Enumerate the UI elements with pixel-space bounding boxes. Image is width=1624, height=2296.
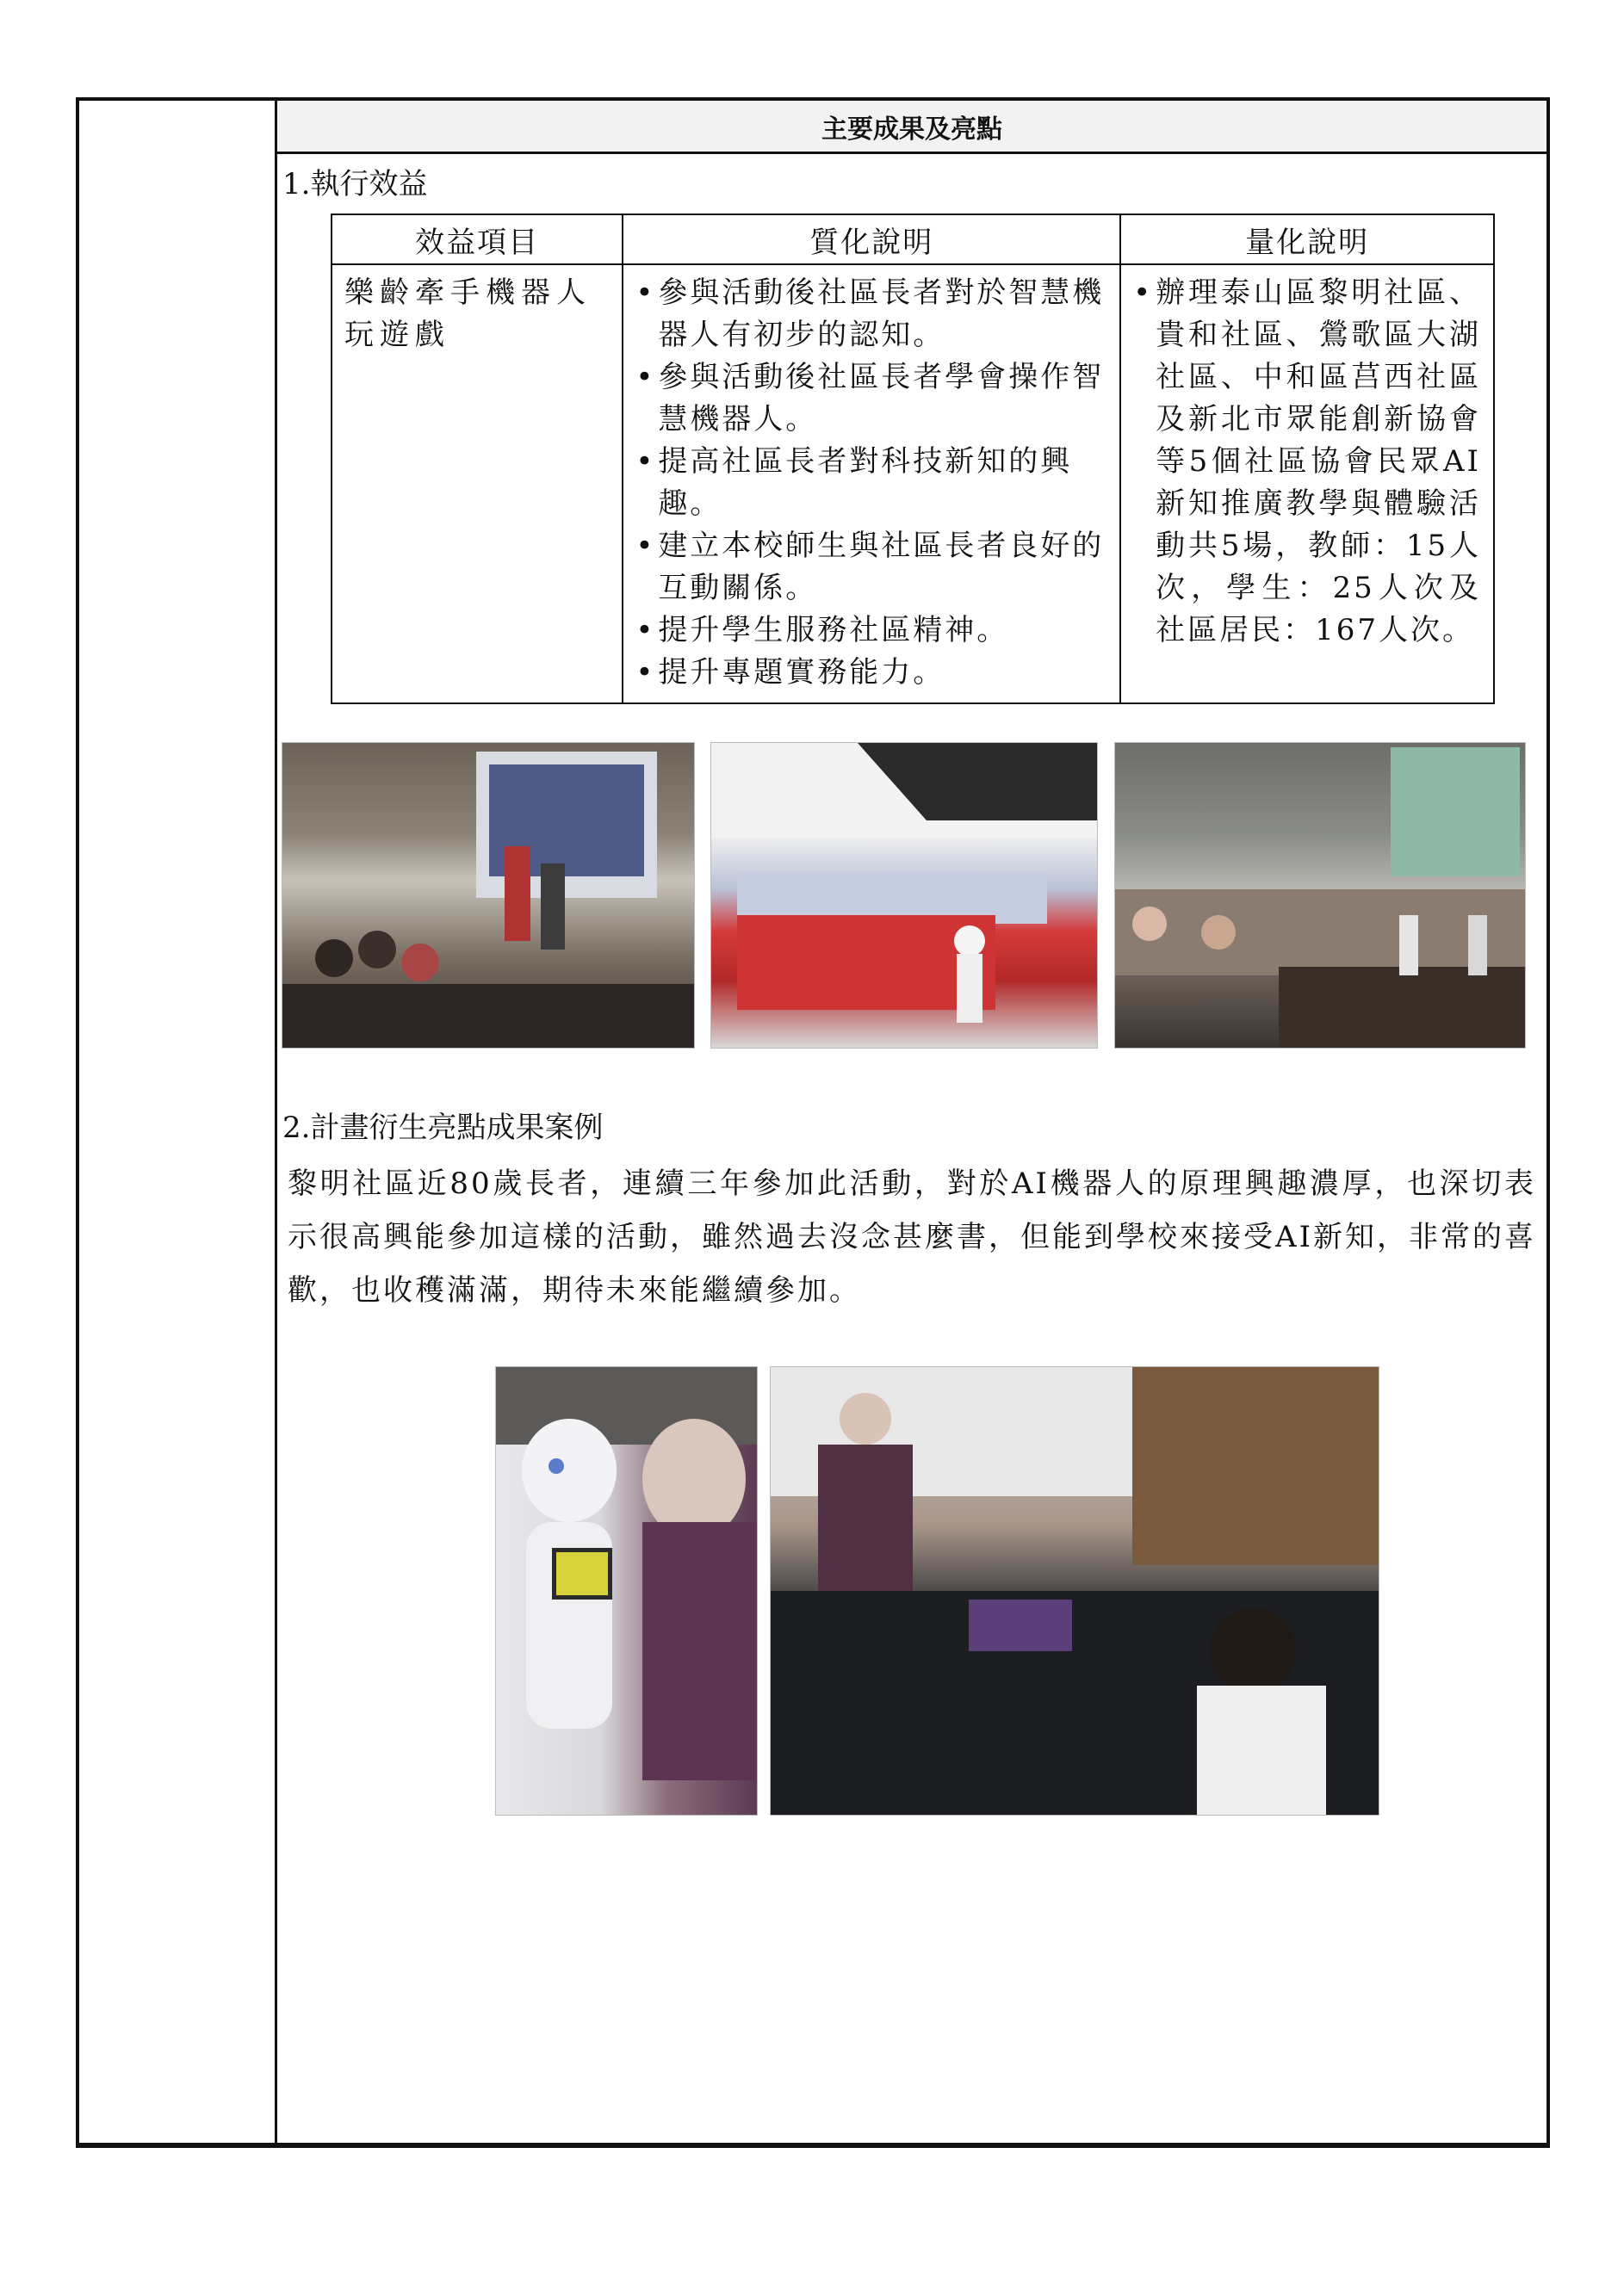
- benefit-item-cell: 樂齡牽手機器人玩遊戲: [332, 264, 623, 703]
- section1-title: 1.執行效益: [282, 167, 428, 201]
- section2-title: 2.計畫衍生亮點成果案例: [282, 1111, 604, 1145]
- photo-elder-with-pepper-robot: [495, 1366, 758, 1816]
- qualitative-cell: [623, 264, 1120, 703]
- quantitative-cell: [1120, 264, 1494, 703]
- qualitative-list: [635, 272, 1107, 694]
- photo-robot-battle-game: [770, 1366, 1379, 1816]
- bottom-border: [76, 2143, 1550, 2148]
- header-qualitative: 質化說明: [623, 214, 1120, 264]
- list-item: • 參與活動後社區長者對於智慧機器人有初步的認知。: [635, 272, 1107, 356]
- photo-group-with-robot: [710, 742, 1098, 1049]
- benefit-table: [331, 214, 1495, 704]
- list-item: • 提高社區長者對科技新知的興趣。: [635, 441, 1107, 525]
- header-item: 效益項目: [332, 214, 623, 264]
- left-column-divider: [275, 97, 277, 2146]
- section-header: [277, 101, 1547, 154]
- header-title: 主要成果及亮點: [821, 114, 1002, 145]
- list-item: • 提升專題實務能力。: [635, 652, 1107, 694]
- list-item: • 提升學生服務社區精神。: [635, 610, 1107, 652]
- photo-classroom-presentation: [282, 742, 695, 1049]
- quantitative-list: [1133, 272, 1481, 652]
- list-item: • 參與活動後社區長者學會操作智慧機器人。: [635, 356, 1107, 441]
- photo-robot-demo: [1114, 742, 1526, 1049]
- list-item: • 辦理泰山區黎明社區、貴和社區、鶯歌區大湖社區、中和區莒西社區及新北市眾能創新協會等5個社區協會民眾AI新知推廣教學與體驗活動共5場，教師：15人次，學生：25人次及社區居民：167人次。: [1133, 272, 1481, 652]
- header-quantitative: 量化說明: [1120, 214, 1494, 264]
- highlight-paragraph: 黎明社區近80歲長者，連續三年參加此活動，對於AI機器人的原理興趣濃厚，也深切表示很高興能參加這樣的活動，雖然過去沒念甚麼書，但能到學校來接受AI新知，非常的喜歡，也收穫滿滿，期待未來能繼續參加。: [288, 1167, 1536, 1308]
- table-header-row: [332, 214, 1494, 264]
- table-row: [332, 264, 1494, 703]
- list-item: • 建立本校師生與社區長者良好的互動關係。: [635, 525, 1107, 610]
